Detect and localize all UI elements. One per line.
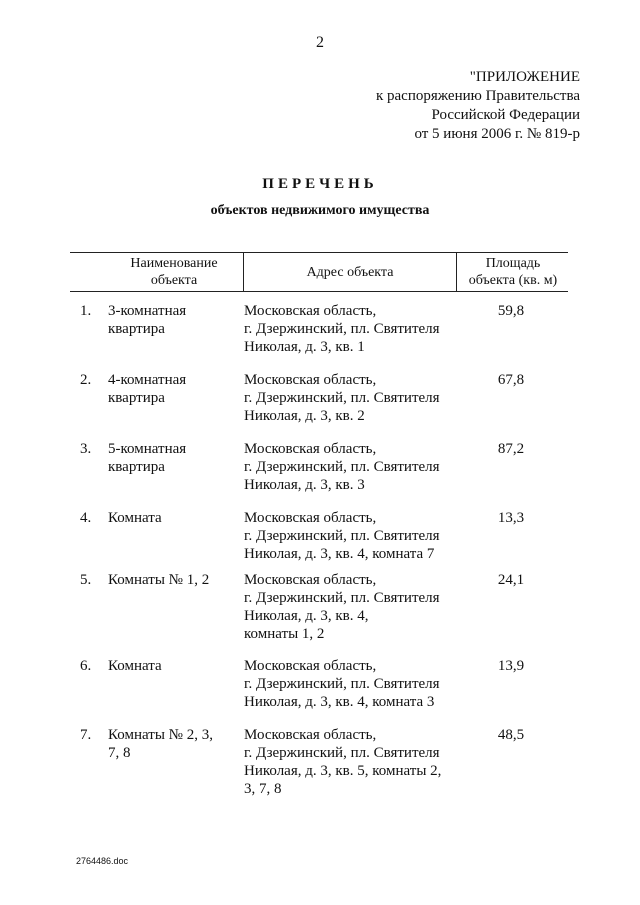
- header-text: объекта (кв. м): [468, 273, 558, 288]
- object-address-line: Московская область,: [244, 727, 377, 743]
- object-address-line: Николая, д. 3, кв. 2: [244, 408, 365, 424]
- object-area: 24,1: [497, 572, 525, 588]
- object-address-line: Московская область,: [244, 510, 377, 526]
- object-area: 13,9: [497, 658, 525, 674]
- object-name-line: Комната: [108, 658, 162, 674]
- row-number: 1.: [80, 303, 92, 319]
- header-name: [105, 255, 243, 289]
- object-address-line: Московская область,: [244, 372, 377, 388]
- property-table: [70, 252, 568, 810]
- object-address-line: 3, 7, 8: [244, 781, 282, 797]
- object-name: [108, 657, 238, 675]
- row-number: 3.: [80, 441, 92, 457]
- row-number: 4.: [80, 510, 92, 526]
- object-name-line: 3-комнатная: [108, 303, 187, 319]
- object-area: 59,8: [497, 303, 525, 319]
- header-area: [458, 255, 568, 289]
- object-name-line: квартира: [108, 459, 165, 475]
- table-row: [70, 302, 568, 371]
- column-divider: [456, 253, 457, 291]
- appendix-line: от 5 июня 2006 г. № 819-р: [414, 126, 580, 142]
- object-address-line: г. Дзержинский, пл. Святителя: [244, 590, 440, 606]
- object-address: [244, 571, 459, 643]
- object-address: [244, 509, 459, 563]
- object-name-line: 7, 8: [108, 745, 131, 761]
- object-name-line: Комнаты № 1, 2: [108, 572, 210, 588]
- header-text: объекта: [150, 273, 198, 288]
- row-number: 7.: [80, 727, 92, 743]
- object-address-line: г. Дзержинский, пл. Святителя: [244, 459, 440, 475]
- table-row: [70, 440, 568, 509]
- object-name-line: квартира: [108, 390, 165, 406]
- object-address-line: Московская область,: [244, 441, 377, 457]
- table-row: [70, 509, 568, 571]
- table-row: [70, 371, 568, 440]
- object-name: [108, 571, 238, 589]
- object-address-line: г. Дзержинский, пл. Святителя: [244, 390, 440, 406]
- table-row: [70, 571, 568, 657]
- object-address: [244, 657, 459, 711]
- row-number: 5.: [80, 572, 92, 588]
- object-address-line: г. Дзержинский, пл. Святителя: [244, 676, 440, 692]
- object-area: 67,8: [497, 372, 525, 388]
- object-address-line: Николая, д. 3, кв. 1: [244, 339, 365, 355]
- object-name-line: Комнаты № 2, 3,: [108, 727, 213, 743]
- row-number: 6.: [80, 658, 92, 674]
- object-name-line: квартира: [108, 321, 165, 337]
- appendix-line: к распоряжению Правительства: [375, 88, 580, 104]
- object-area: 48,5: [497, 727, 525, 743]
- header-text: Площадь: [485, 256, 541, 271]
- object-area: 13,3: [497, 510, 525, 526]
- row-number: 2.: [80, 372, 92, 388]
- table-row: [70, 726, 568, 810]
- object-name-line: 5-комнатная: [108, 441, 187, 457]
- table-header: [70, 252, 568, 292]
- page-number: 2: [316, 34, 324, 51]
- object-name: [108, 302, 238, 338]
- object-address-line: г. Дзержинский, пл. Святителя: [244, 528, 440, 544]
- object-address-line: Николая, д. 3, кв. 4, комната 3: [244, 694, 435, 710]
- object-name: [108, 371, 238, 407]
- appendix-block: [320, 68, 580, 144]
- file-name: 2764486.doc: [76, 856, 129, 866]
- object-address-line: Николая, д. 3, кв. 3: [244, 477, 365, 493]
- object-name-line: Комната: [108, 510, 162, 526]
- appendix-line: "ПРИЛОЖЕНИЕ: [469, 69, 580, 85]
- object-area: 87,2: [497, 441, 525, 457]
- object-address: [244, 302, 459, 356]
- object-address-line: Николая, д. 3, кв. 4,: [244, 608, 369, 624]
- table-row: [70, 657, 568, 726]
- object-address-line: Московская область,: [244, 303, 377, 319]
- object-name: [108, 509, 238, 527]
- object-address: [244, 440, 459, 494]
- object-address-line: Московская область,: [244, 572, 377, 588]
- object-address-line: Николая, д. 3, кв. 4, комната 7: [244, 546, 435, 562]
- table-body: [70, 302, 568, 810]
- object-address-line: Московская область,: [244, 658, 377, 674]
- object-address-line: Николая, д. 3, кв. 5, комнаты 2,: [244, 763, 442, 779]
- object-address-line: комнаты 1, 2: [244, 626, 325, 642]
- header-text: Наименование: [130, 256, 218, 271]
- document-title: ПЕРЕЧЕНЬ: [262, 176, 378, 192]
- object-name: [108, 440, 238, 476]
- header-address: Адрес объекта: [306, 265, 394, 280]
- column-divider: [243, 253, 244, 291]
- object-address: [244, 371, 459, 425]
- object-address-line: г. Дзержинский, пл. Святителя: [244, 321, 440, 337]
- object-address-line: г. Дзержинский, пл. Святителя: [244, 745, 440, 761]
- document-subtitle: объектов недвижимого имущества: [210, 203, 430, 218]
- object-name: [108, 726, 238, 762]
- object-name-line: 4-комнатная: [108, 372, 187, 388]
- appendix-line: Российской Федерации: [431, 107, 580, 123]
- object-address: [244, 726, 459, 798]
